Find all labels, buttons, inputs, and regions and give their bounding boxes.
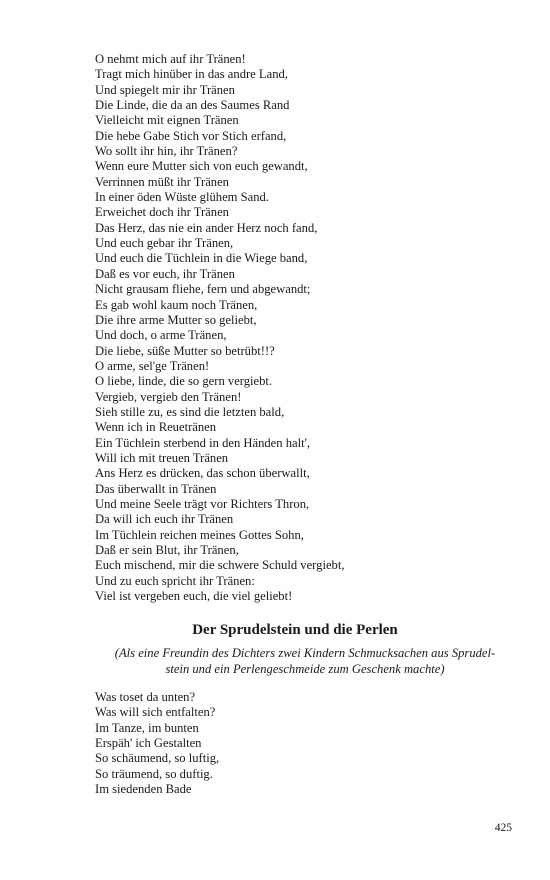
poem-line: Viel ist vergeben euch, die viel geliebt!	[95, 589, 293, 604]
poem-line: Vergieb, vergieb den Tränen!	[95, 389, 242, 404]
poem-line: Das Herz, das nie ein ander Herz noch fand,	[95, 220, 318, 235]
poem-line: O arme, sel'ge Tränen!	[95, 358, 210, 373]
section-subtitle	[95, 646, 515, 677]
subtitle-line: stein und ein Perlengeschmeide zum Geschenk machte)	[165, 661, 445, 676]
poem-line: Erspäh' ich Gestalten	[95, 736, 202, 751]
poem-line: Wo sollt ihr hin, ihr Tränen?	[95, 144, 238, 159]
poem-line: Die Linde, die da an des Saumes Rand	[95, 98, 290, 113]
poem-sprudelstein	[95, 690, 515, 797]
poem-line: Und doch, o arme Tränen,	[95, 328, 227, 343]
poem-line: Will ich mit treuen Tränen	[95, 450, 229, 465]
poem-line: So träumend, so duftig.	[95, 766, 213, 781]
poem-tears	[95, 52, 515, 604]
poem-line: Daß er sein Blut, ihr Tränen,	[95, 543, 239, 557]
subtitle-line: (Als eine Freundin des Dichters zwei Kindern Schmucksachen aus Sprudel-	[114, 646, 496, 660]
poem-line: O nehmt mich auf ihr Tränen!	[95, 52, 246, 66]
poem-line: Im Tanze, im bunten	[95, 720, 199, 735]
poem-line: Euch mischend, mir die schwere Schuld vergiebt,	[95, 558, 345, 573]
poem-line: Vielleicht mit eignen Tränen	[95, 113, 239, 128]
poem-line: Verrinnen müßt ihr Tränen	[95, 174, 229, 189]
poem-line: Was will sich entfalten?	[95, 705, 216, 720]
poem-line: Die ihre arme Mutter so geliebt,	[95, 312, 257, 327]
poem-line: Und meine Seele trägt vor Richters Thron,	[95, 496, 310, 511]
poem-line: Da will ich euch ihr Tränen	[95, 512, 234, 527]
poem-line: Und euch gebar ihr Tränen,	[95, 236, 234, 251]
poem-line: Tragt mich hinüber in das andre Land,	[95, 67, 288, 82]
page-number: 425	[494, 822, 512, 834]
poem-line: Es gab wohl kaum noch Tränen,	[95, 297, 258, 312]
poem-line: Und euch die Tüchlein in die Wiege band,	[95, 251, 308, 266]
poem-line: Die liebe, süße Mutter so betrübt!!?	[95, 343, 275, 358]
poem-line: Und spiegelt mir ihr Tränen	[95, 82, 235, 97]
section-title: Der Sprudelstein und die Perlen	[192, 622, 398, 638]
poem-line: O liebe, linde, die so gern vergiebt.	[95, 374, 273, 389]
poem-line: Das überwallt in Tränen	[95, 481, 217, 496]
poem-line: Nicht grausam fliehe, fern und abgewandt;	[95, 282, 311, 297]
poem-line: Die hebe Gabe Stich vor Stich erfand,	[95, 128, 287, 143]
poem-line: Erweichet doch ihr Tränen	[95, 205, 229, 220]
poem-line: So schäumend, so luftig,	[95, 751, 220, 766]
poem-line: Wenn ich in Reuetränen	[95, 420, 217, 435]
poem-line: Und zu euch spricht ihr Tränen:	[95, 573, 255, 588]
poem-line: Daß es vor euch, ihr Tränen	[95, 266, 235, 281]
poem-line: Sieh stille zu, es sind die letzten bald,	[95, 404, 285, 419]
poem-line: Im Tüchlein reichen meines Gottes Sohn,	[95, 527, 304, 542]
poem-line: Ein Tüchlein sterbend in den Händen halt',	[95, 435, 311, 450]
poem-line: Wenn eure Mutter sich von euch gewandt,	[95, 159, 308, 174]
poem-line: Im siedenden Bade	[95, 782, 192, 797]
poem-line: In einer öden Wüste glühem Sand.	[95, 190, 269, 205]
poem-line: Was toset da unten?	[95, 690, 196, 704]
poem-line: Ans Herz es drücken, das schon überwallt,	[95, 466, 310, 481]
